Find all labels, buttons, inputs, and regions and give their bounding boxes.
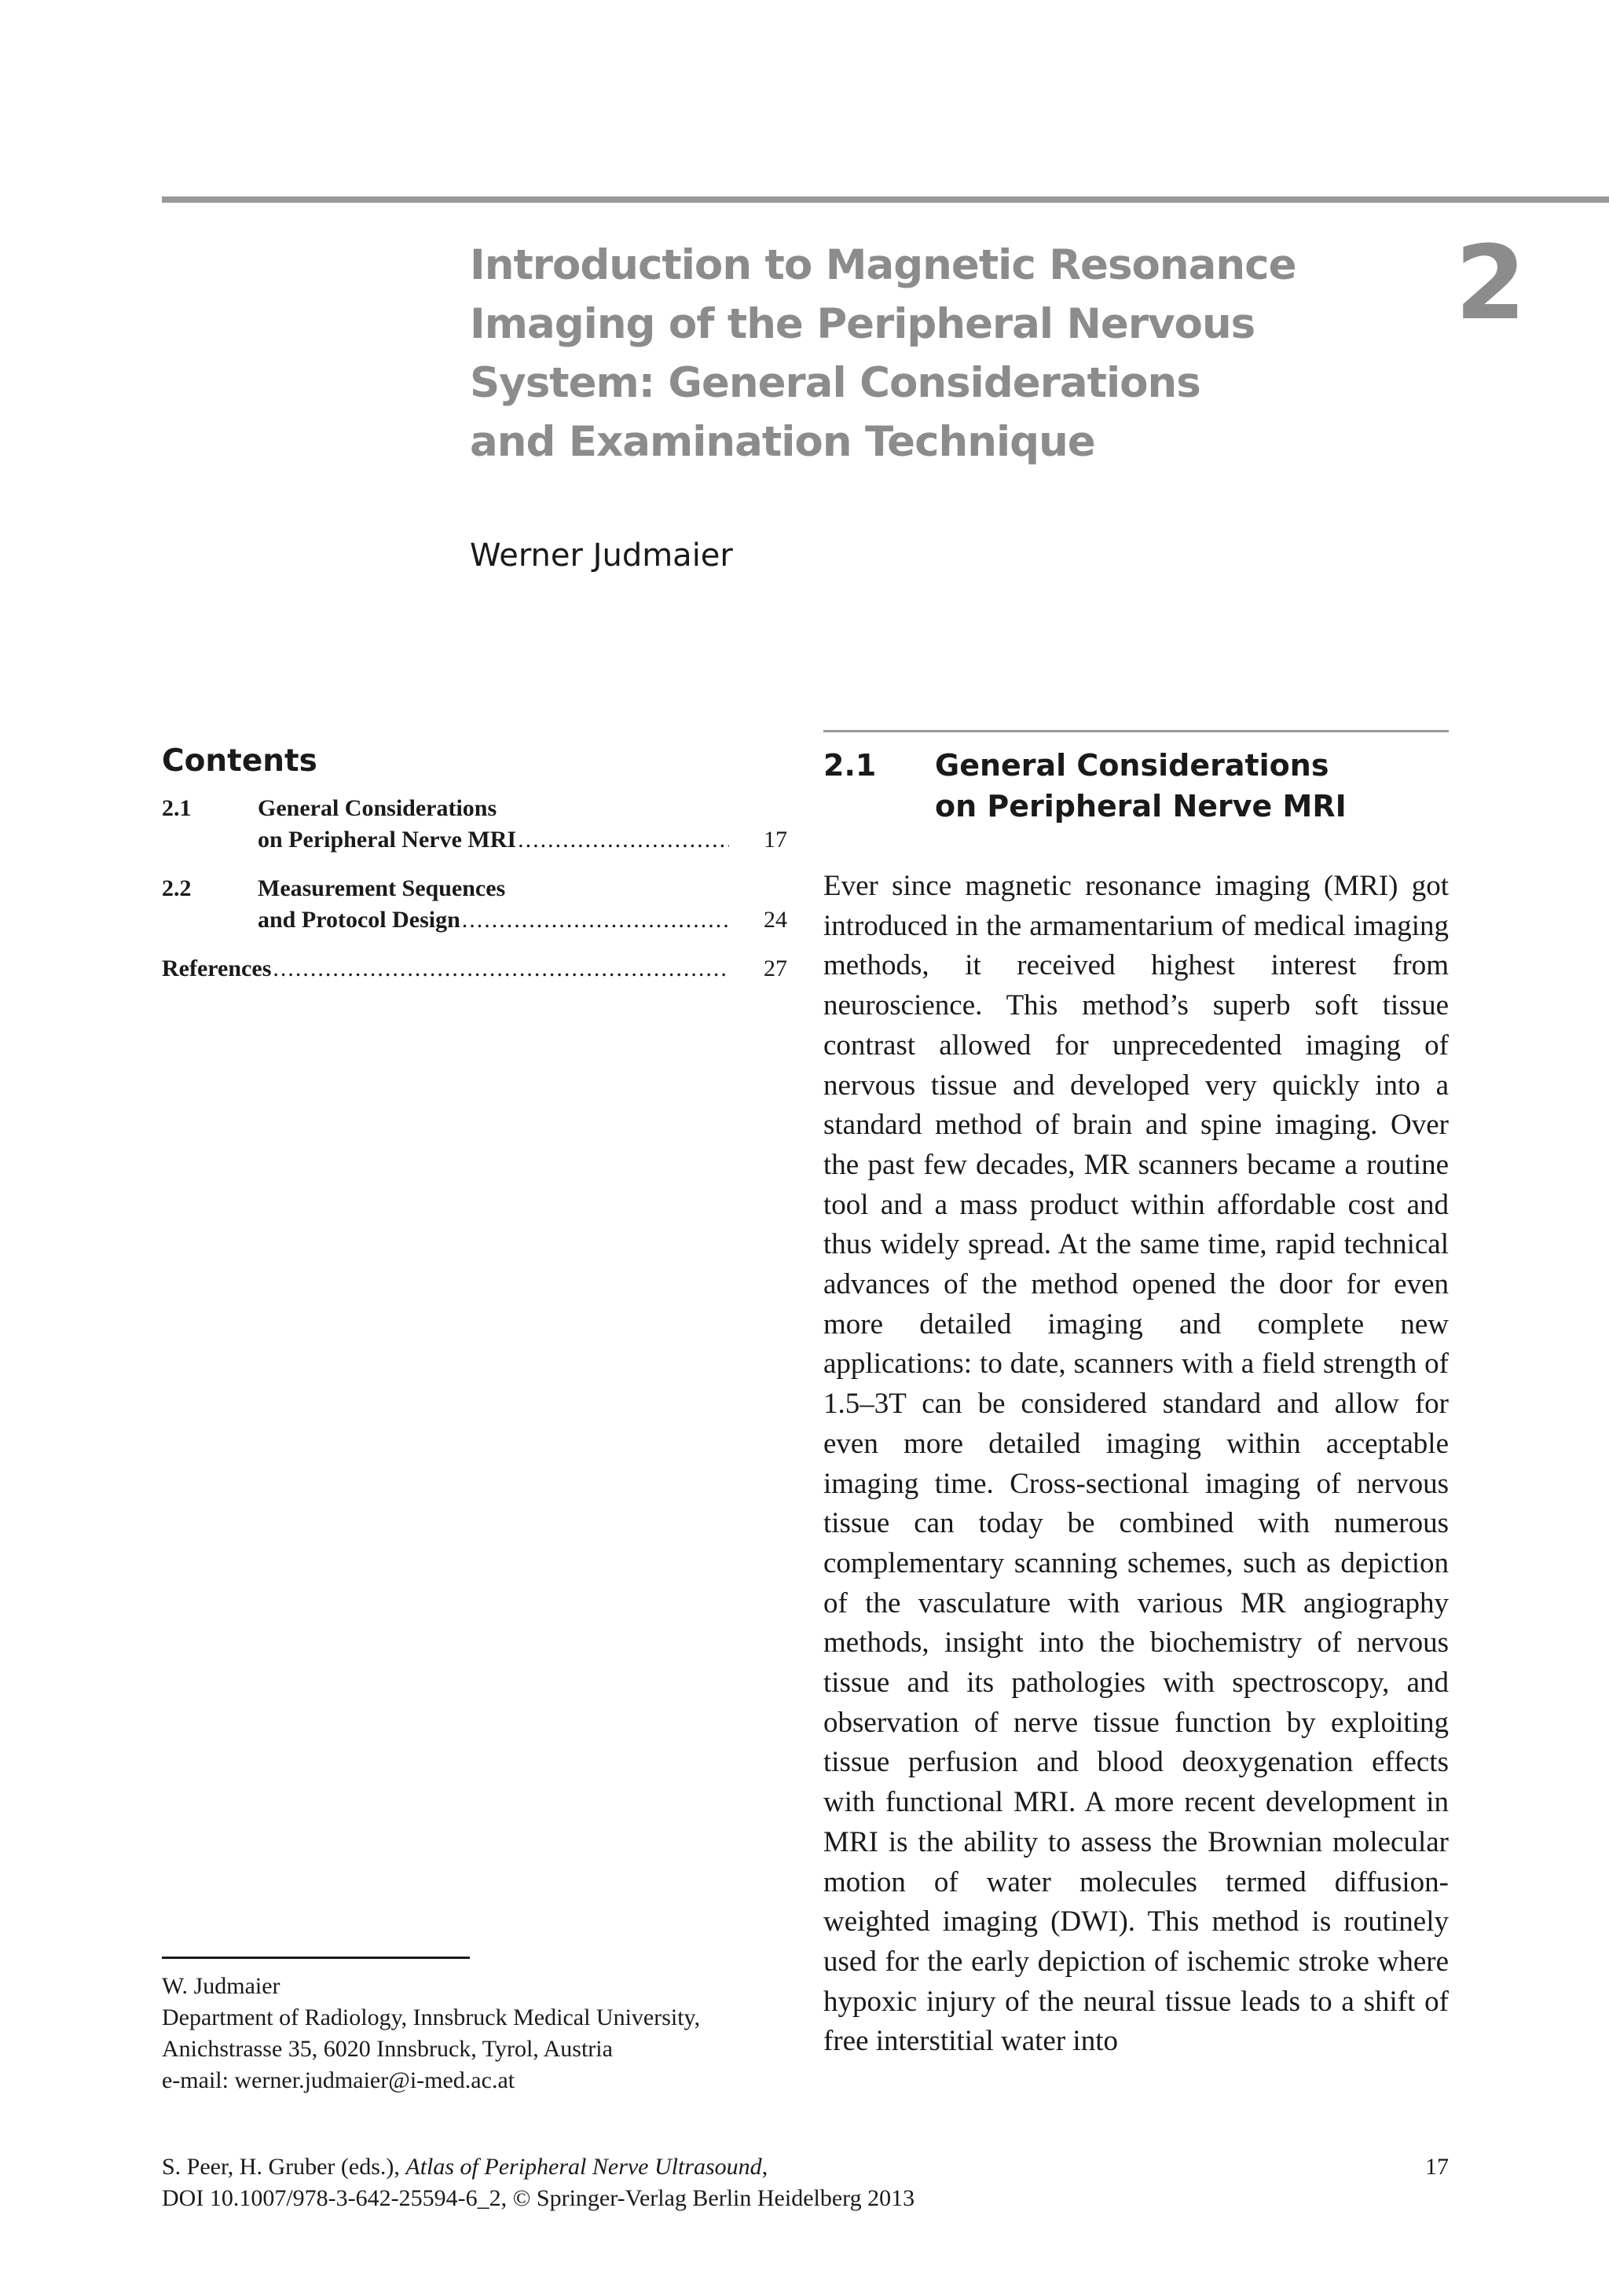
toc-entry-title-line2: on Peripheral Nerve MRI <box>258 827 517 853</box>
table-of-contents <box>162 743 787 1002</box>
toc-entry-number: 2.2 <box>162 875 192 901</box>
page-number: 17 <box>1425 2154 1449 2180</box>
footnote-address: Anichstrasse 35, 6020 Innsbruck, Tyrol, Austria <box>162 2036 613 2062</box>
chapter-number: 2 <box>1455 223 1527 343</box>
toc-entry-page: 24 <box>764 907 787 933</box>
footer-comma: , <box>761 2154 768 2180</box>
section-number: 2.1 <box>823 748 877 783</box>
toc-entry-title-line1: General Considerations <box>258 795 497 821</box>
chapter-title-line: and Examination Technique <box>470 418 1095 466</box>
section-top-rule <box>823 730 1449 732</box>
toc-entry-page: 27 <box>764 955 787 981</box>
footnote-author: W. Judmaier <box>162 1973 280 1999</box>
section-title-line2: on Peripheral Nerve MRI <box>935 789 1347 823</box>
chapter-title-line: Imaging of the Peripheral Nervous <box>470 300 1255 348</box>
toc-entry-2-1[interactable] <box>162 793 787 856</box>
footnote-email[interactable]: e-mail: werner.judmaier@i-med.ac.at <box>162 2067 515 2093</box>
page-footer <box>162 2151 1449 2214</box>
chapter-author: Werner Judmaier <box>470 537 733 574</box>
chapter-title-line: Introduction to Magnetic Resonance <box>470 241 1296 289</box>
toc-entry-title-line2: and Protocol Design <box>258 907 460 933</box>
contents-heading: Contents <box>162 743 317 779</box>
section-title-line1: General Considerations <box>935 748 1329 783</box>
toc-entry-references[interactable] <box>162 953 787 985</box>
author-affiliation-footnote <box>162 1971 700 2096</box>
footer-editors: S. Peer, H. Gruber (eds.), <box>162 2154 406 2180</box>
toc-entry-number: 2.1 <box>162 795 192 821</box>
section-heading <box>823 745 1449 827</box>
toc-entry-title: References <box>162 955 272 981</box>
chapter-top-rule <box>162 196 1609 203</box>
footer-doi: DOI 10.1007/978-3-642-25594-6_2, © Springer-Verlag Berlin Heidelberg 2013 <box>162 2185 915 2211</box>
toc-entry-title-line1: Measurement Sequences <box>258 875 506 901</box>
toc-entry-2-2[interactable] <box>162 873 787 936</box>
toc-entry-page: 17 <box>764 827 787 853</box>
chapter-title-line: System: General Considerations <box>470 359 1200 407</box>
footer-citation <box>162 2151 1449 2183</box>
footnote-rule <box>162 1957 470 1959</box>
footer-book-title: Atlas of Peripheral Nerve Ultrasound <box>405 2154 762 2180</box>
toc-leader-dots <box>273 953 729 985</box>
chapter-title <box>470 236 1397 471</box>
toc-leader-dots <box>518 824 729 856</box>
section-body-paragraph: Ever since magnetic resonance imaging (MRI) got introduced in the armamentarium of medical imaging methods, it received highest interest from neuroscience. This method’s superb soft tissue contrast allowed for unprecedented imaging of nervous tissue and developed very quickly into a standard method of brain and spine imaging. Over the past few decades, MR scanners became a routine tool and a mass product within affordable cost and thus widely spread. At the same time, rapid technical advances of the method opened the door for even more detailed imaging and complete new applications: to date, scanners with a field strength of 1.5–3T can be considered standard and allow for even more detailed imaging within acceptable imaging time. Cross-sectional imaging of nervous tissue can today be combined with numerous complementary scanning schemes, such as depiction of the vasculature with various MR angiography methods, insight into the biochemistry of nervous tissue and its pathologies with spectroscopy, and observation of nerve tissue function by exploiting tissue perfusion and blood deoxygenation effects with functional MRI. A more recent development in MRI is the ability to assess the Brownian molecular motion of water molecules termed diffusion-weighted imaging (DWI). This method is routinely used for the early depiction of ischemic stroke where hypoxic injury of the neural tissue leads to a shift of free interstitial water into <box>823 870 1449 2058</box>
footnote-department: Department of Radiology, Innsbruck Medical University, <box>162 2004 701 2030</box>
toc-leader-dots <box>462 904 729 936</box>
